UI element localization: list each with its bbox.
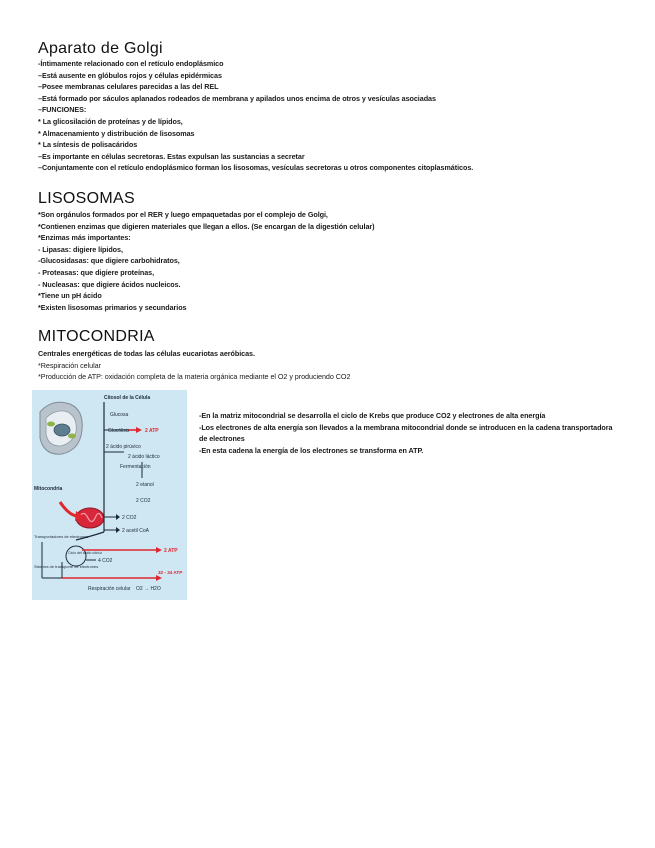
golgi-line: -Íntimamente relacionado con el retículo endoplásmico	[38, 59, 224, 68]
mitocondria-line: Centrales energéticas de todas las células eucariotas aeróbicas.	[38, 349, 255, 358]
label-fermentacion: Fermentación	[120, 464, 151, 470]
label-respiracion: Respiración celular	[88, 586, 131, 592]
label-citosol: Citosol de la Célula	[104, 395, 151, 401]
golgi-line: –Posee membranas celulares parecidas a las del REL	[38, 82, 219, 92]
label-ciclo: Ciclo del ácido cítrico	[68, 551, 102, 555]
label-etanol: 2 etanol	[136, 482, 154, 488]
respiration-diagram	[32, 390, 187, 600]
label-atp2: 2 ATP	[164, 548, 178, 554]
label-co2a: 2 CO2	[136, 498, 151, 504]
respiration-diagram-svg	[32, 390, 187, 600]
golgi-line: –Es importante en células secretoras. Estas expulsan las sustancias a secretar	[38, 151, 305, 161]
label-atp3: 32 - 34 ATP	[158, 570, 183, 575]
label-glucolisis: Glucólisis	[108, 428, 130, 434]
lisosomas-line: *Tiene un pH ácido	[38, 291, 102, 301]
golgi-line: –Está formado por sáculos aplanados rodeados de membrana y apilados unos encima de otros y vesículas asociadas	[38, 93, 436, 103]
label-atp1: 2 ATP	[145, 428, 159, 434]
lisosomas-list	[38, 209, 618, 313]
golgi-line: –FUNCIONES:	[38, 105, 87, 115]
lisosomas-line: *Son orgánulos formados por el RER y luego empaquetadas por el complejo de Golgi,	[38, 210, 328, 219]
label-glucosa: Glucosa	[110, 412, 129, 418]
side-line: -En la matriz mitocondrial se desarrolla el ciclo de Krebs que produce CO2 y electrones de alta energía	[199, 411, 546, 420]
lisosomas-line: -Glucosidasas: que digiere carbohidratos,	[38, 256, 180, 266]
label-co2c: 4 CO2	[98, 558, 113, 564]
side-line: -En esta cadena la energía de los electrones se transforma en ATP.	[199, 445, 424, 455]
side-line: -Los electrones de alta energía son llevados a la membrana mitocondrial donde se introducen en la cadena transportadora de electrones	[199, 422, 613, 444]
lisosomas-line: - Lipasas: digiere lípidos,	[38, 244, 123, 254]
mitocondria-title: MITOCONDRIA	[38, 328, 155, 345]
mitocondria-side-text	[199, 410, 619, 456]
label-sistema: Sistema de transporte de electrones	[34, 564, 99, 569]
cell-illustration	[40, 402, 82, 454]
label-acetil: 2 acetil CoA	[122, 528, 149, 534]
lisosomas-line: *Contienen enzimas que digieren materiales que llegan a ellos. (Se encargan de la digestión celular)	[38, 221, 375, 231]
lisosomas-line: - Proteasas: que digiere proteínas,	[38, 267, 155, 277]
mitocondria-line: *Producción de ATP: oxidación completa de la materia orgánica mediante el O2 y produciendo CO2	[38, 372, 351, 382]
golgi-line: * La glicosilación de proteínas y de lípidos,	[38, 116, 183, 126]
golgi-title: Aparato de Golgi	[38, 40, 163, 57]
lisosomas-line: *Enzimas más importantes:	[38, 233, 131, 243]
lisosomas-title: LISOSOMAS	[38, 190, 135, 207]
mitocondria-list	[38, 348, 618, 383]
mitocondria-line: *Respiración celular	[38, 360, 101, 370]
golgi-line: * La síntesis de polisacáridos	[38, 140, 138, 150]
lisosomas-line: - Nucleasas: que digiere ácidos nucleicos.	[38, 279, 181, 289]
label-co2b: 2 CO2	[122, 515, 137, 521]
label-transportadores: Transportadores de electrones	[34, 534, 89, 539]
golgi-line: * Almacenamiento y distribución de lisosomas	[38, 128, 195, 138]
golgi-list	[38, 58, 618, 174]
golgi-line: –Conjuntamente con el retículo endoplásmico forman los lisosomas, vesículas secretoras u otros componentes citoplasmáticos.	[38, 163, 474, 173]
label-agua: O2 → H2O	[136, 586, 161, 592]
golgi-line: –Está ausente en glóbulos rojos y células epidérmicas	[38, 70, 222, 80]
lisosomas-line: *Existen lisosomas primarios y secundarios	[38, 302, 187, 312]
label-lactico: 2 ácido láctico	[128, 454, 160, 460]
label-mitocondria: Mitocondria	[34, 486, 63, 492]
label-piruvico: 2 ácido pirúvico	[106, 444, 141, 450]
